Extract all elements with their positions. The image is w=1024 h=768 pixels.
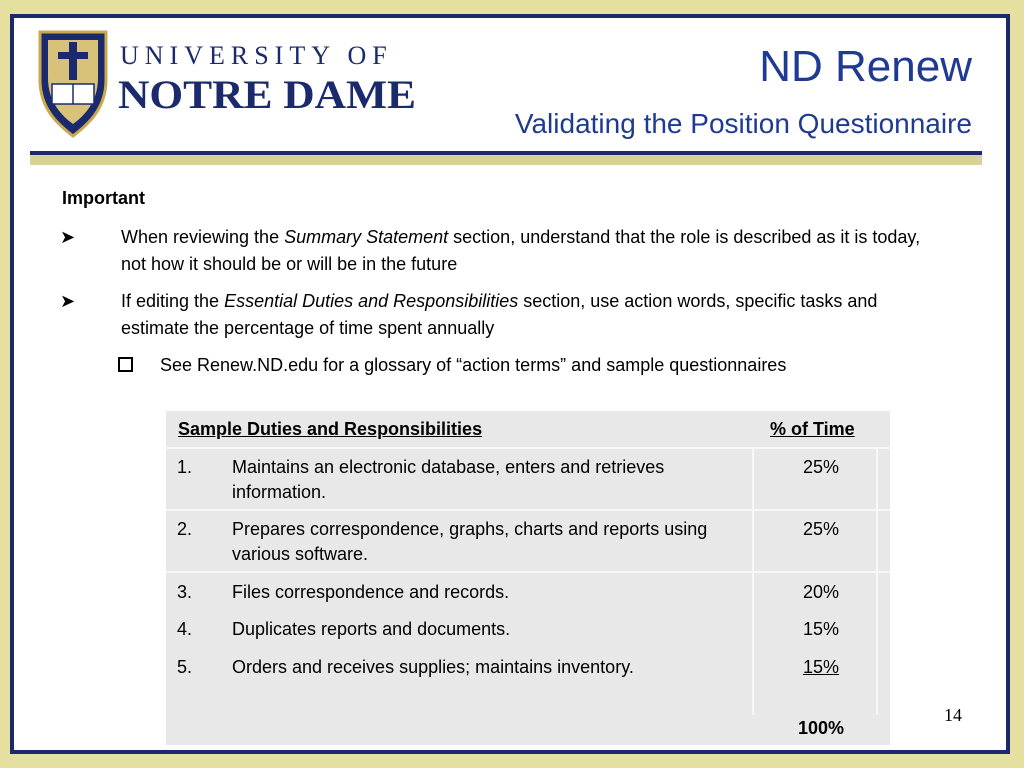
header-divider: [30, 151, 982, 165]
row-number: 1.: [177, 457, 193, 477]
row-description: Files correspondence and records.: [232, 582, 510, 602]
arrow-bullet-icon: ➤: [60, 227, 76, 247]
row-percent: 25%: [802, 457, 840, 477]
row-description: Orders and receives supplies; maintains inventory.: [232, 657, 634, 677]
arrow-bullet-icon: ➤: [60, 291, 76, 311]
checkbox-bullet-icon: [118, 357, 133, 372]
row-number: 5.: [177, 657, 193, 677]
important-heading: Important: [62, 188, 145, 208]
logo-line2: NOTRE DAME: [118, 72, 416, 117]
sub-bullet-glossary: [118, 352, 786, 379]
table-header-duties: Sample Duties and Responsibilities: [178, 419, 483, 439]
row-number: 3.: [177, 582, 193, 602]
row-description: Maintains an electronic database, enters and retrieves information.: [232, 457, 665, 502]
row-percent: 25%: [802, 519, 840, 539]
bullet-text: If editing the Essential Duties and Responsibilities section, use action words, specific tasks and estimate the percentage of time spent annually: [121, 291, 878, 338]
row-number: 4.: [177, 619, 193, 639]
row-percent: 15%: [802, 619, 840, 639]
logo-line1: UNIVERSITY OF: [120, 41, 393, 70]
total-percent: 100%: [797, 718, 845, 738]
notre-dame-logo: [36, 30, 420, 138]
row-percent: 15%: [802, 657, 840, 677]
table-header-time: % of Time: [770, 419, 855, 439]
row-percent: 20%: [802, 582, 840, 602]
slide-title: ND Renew: [759, 42, 972, 91]
sub-bullet-text: See Renew.ND.edu for a glossary of “action terms” and sample questionnaires: [160, 355, 787, 375]
table-divider: [876, 447, 878, 715]
bullet-text: When reviewing the Summary Statement section, understand that the role is described as it is today, not how it should be or will be in the future: [121, 227, 921, 274]
table-divider: [752, 447, 754, 715]
table-divider: [166, 447, 890, 449]
row-description: Duplicates reports and documents.: [232, 619, 511, 639]
row-number: 2.: [177, 519, 193, 539]
page-number: 14: [944, 705, 962, 725]
table-divider: [166, 509, 890, 511]
slide-subtitle: Validating the Position Questionnaire: [514, 108, 972, 139]
row-description: Prepares correspondence, graphs, charts and reports using various software.: [232, 519, 708, 564]
sample-duties-table: [166, 411, 890, 745]
table-divider: [166, 571, 890, 573]
